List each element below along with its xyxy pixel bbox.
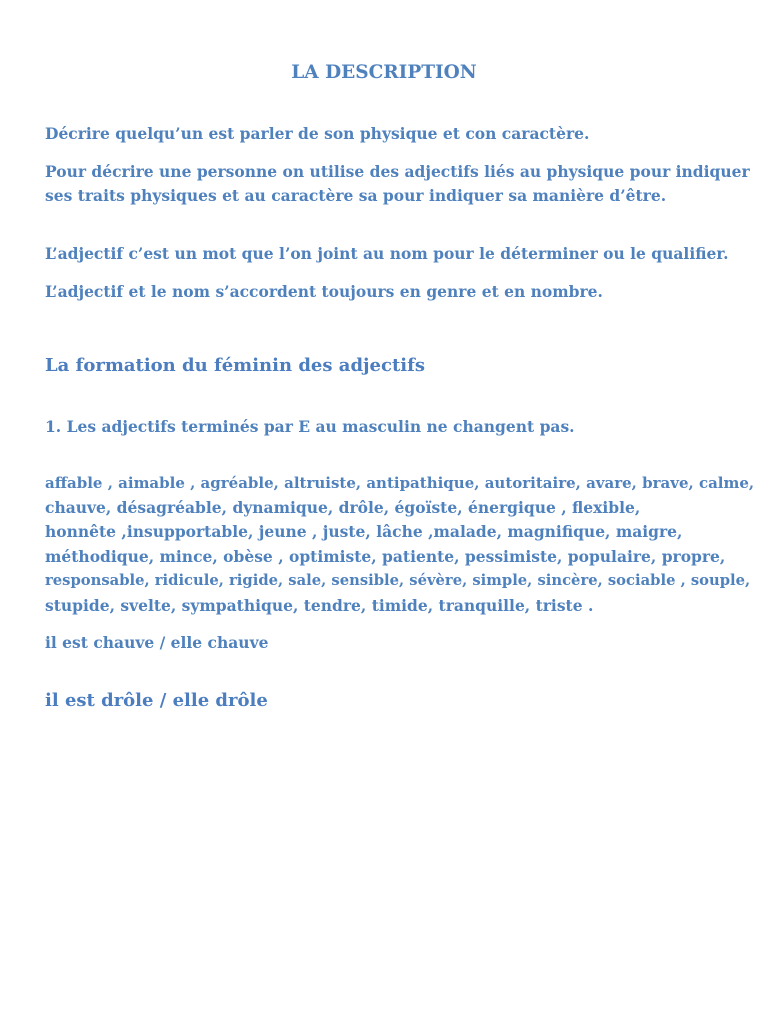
intro-paragraph-2-line-1: Pour décrire une personne on utilise des adjectifs liés au physique pour indiquer bbox=[45, 162, 750, 181]
adjective-list-line-2: chauve, désagréable, dynamique, drôle, égoïste, énergique , flexible, bbox=[45, 497, 641, 517]
example-1: il est chauve / elle chauve bbox=[45, 633, 269, 652]
adjective-list-line-5: responsable, ridicule, rigide, sale, sensible, sévère, simple, sincère, sociable , souple, bbox=[45, 572, 751, 589]
adjective-list-line-3: honnête ,insupportable, jeune , juste, lâche ,malade, magnifique, maigre, bbox=[45, 522, 683, 541]
rule-1: 1. Les adjectifs terminés par E au masculin ne changent pas. bbox=[45, 417, 575, 436]
example-2: il est drôle / elle drôle bbox=[45, 690, 268, 711]
intro-paragraph-3: L’adjectif c’est un mot que l’on joint au nom pour le déterminer ou le qualifier. bbox=[45, 244, 729, 263]
adjective-list-line-1: affable , aimable , agréable, altruiste, antipathique, autoritaire, avare, brave, calme, bbox=[45, 474, 755, 492]
intro-paragraph-2-line-2: ses traits physiques et au caractère sa pour indiquer sa manière d’être. bbox=[45, 186, 667, 205]
page-title: LA DESCRIPTION bbox=[291, 62, 477, 83]
section-heading: La formation du féminin des adjectifs bbox=[45, 355, 425, 376]
intro-paragraph-1: Décrire quelqu’un est parler de son physique et con caractère. bbox=[45, 124, 590, 143]
intro-paragraph-4: L’adjectif et le nom s’accordent toujours en genre et en nombre. bbox=[45, 282, 603, 301]
adjective-list-line-4: méthodique, mince, obèse , optimiste, patiente, pessimiste, populaire, propre, bbox=[45, 546, 726, 566]
adjective-list-line-6: stupide, svelte, sympathique, tendre, timide, tranquille, triste . bbox=[45, 595, 594, 615]
